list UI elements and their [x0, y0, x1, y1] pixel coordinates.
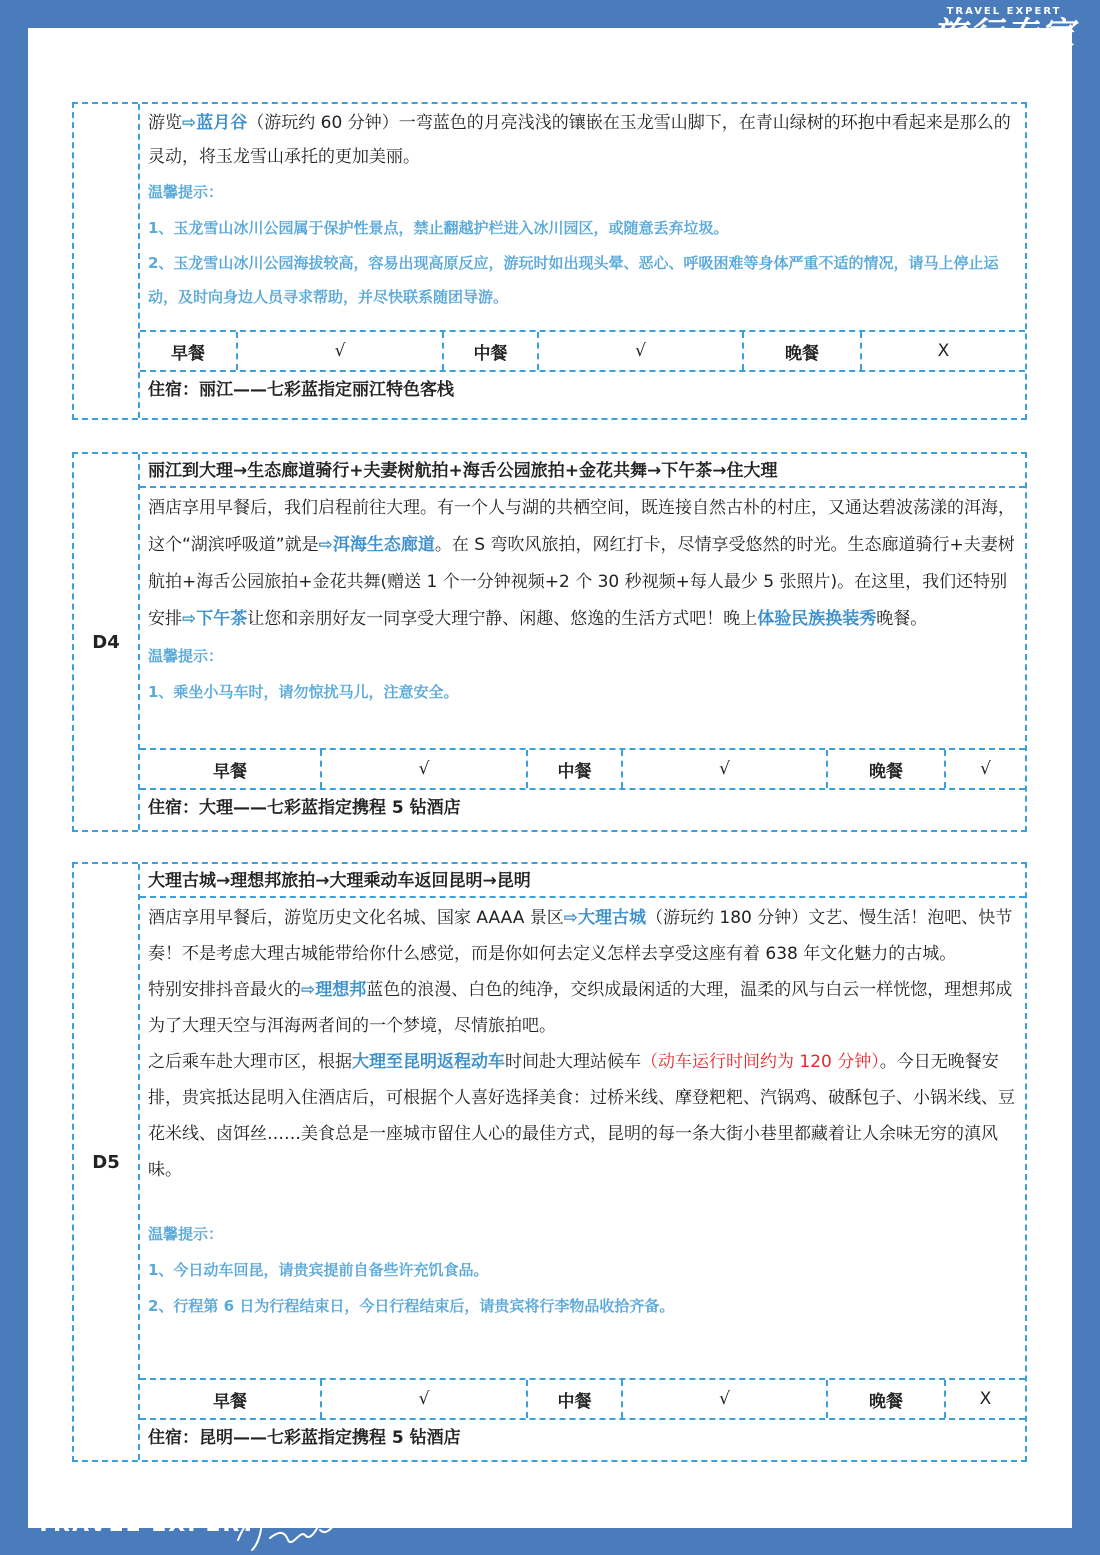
- meals-row: [140, 1380, 1025, 1420]
- lodging-row: 住宿：大理——七彩蓝指定携程 5 钻酒店: [148, 798, 461, 818]
- desc-text: 时间赴大理站候车: [505, 1052, 641, 1072]
- lunch-label: 中餐: [528, 750, 623, 788]
- lunch-label: 中餐: [444, 332, 539, 370]
- meals-row: [140, 332, 1025, 372]
- brand-logo-big: 旅行专家: [932, 15, 1076, 55]
- dinner-value: √: [980, 759, 991, 779]
- breakfast-value: √: [238, 332, 444, 370]
- travel-script-logo: [230, 1490, 340, 1555]
- lunch-value: √: [539, 332, 744, 370]
- day-label-d5: D5: [74, 864, 140, 1460]
- tip-item: 1、乘坐小马车时，请勿惊扰马儿，注意安全。: [148, 683, 459, 701]
- attraction-link: ⇨大理古城: [563, 908, 646, 928]
- dinner-value: X: [937, 341, 950, 361]
- day-block-d5: [72, 862, 1027, 1462]
- tip-title: 温馨提示：: [148, 647, 224, 665]
- tip-item: 1、今日动车回昆，请贵宾提前自备些许充饥食品。: [148, 1261, 489, 1279]
- lodging-row: 住宿：昆明——七彩蓝指定携程 5 钻酒店: [148, 1428, 461, 1448]
- desc-text: 让您和亲朋好友一同享受大理宁静、闲趣、悠逸的生活方式吧！晚上: [247, 609, 758, 629]
- lunch-value: √: [623, 750, 828, 788]
- attraction-link: 大理至昆明返程动车: [352, 1052, 505, 1072]
- tip-title: 温馨提示：: [148, 1225, 224, 1243]
- desc-text: 酒店享用早餐后，我们启程前往大理。有一个人与湖的共栖空间，既连接自然古朴的村庄，又通达碧波荡漾的洱海，这个“湖滨呼吸道”就是: [148, 498, 1015, 555]
- brand-logo-top: [924, 4, 1084, 74]
- brand-logo-small: TRAVEL EXPERT: [946, 6, 1062, 17]
- day-title: 大理古城→理想邦旅拍→大理乘动车返回昆明→昆明: [140, 864, 1025, 898]
- breakfast-value: √: [322, 1380, 528, 1418]
- day-title: 丽江到大理→生态廊道骑行+夫妻树航拍+海舌公园旅拍+金花共舞→下午茶→住大理: [140, 454, 1025, 488]
- tip-item: 1、玉龙雪山冰川公园属于保护性景点，禁止翻越护栏进入冰川园区，或随意丢弃垃圾。: [148, 219, 729, 237]
- day-content-d5: [140, 864, 1025, 1456]
- attraction-link: ⇨蓝月谷: [182, 113, 248, 133]
- desc-text: 之后乘车赴大理市区，根据: [148, 1052, 352, 1072]
- tip-item: 2、玉龙雪山冰川公园海拔较高，容易出现高原反应，游玩时如出现头晕、恶心、呼吸困难等身体严重不适的情况，请马上停止运动，及时向身边人员寻求帮助，并尽快联系随团导游。: [148, 254, 999, 306]
- desc-text: 晚餐。: [876, 609, 928, 629]
- desc-text: 游览: [148, 113, 182, 133]
- meals-row: [140, 750, 1025, 790]
- lodging-row: 住宿：丽江——七彩蓝指定丽江特色客栈: [148, 380, 454, 400]
- day-description: [140, 488, 1025, 750]
- attraction-link: ⇨下午茶: [182, 609, 248, 629]
- attraction-link: ⇨理想邦: [301, 980, 367, 1000]
- notice-text: （动车运行时间约为 120 分钟）: [641, 1052, 880, 1072]
- tip-title: 温馨提示：: [148, 183, 224, 201]
- dinner-label: 晚餐: [828, 1380, 946, 1418]
- tip-item: 2、行程第 6 日为行程结束日，今日行程结束后，请贵宾将行李物品收拾齐备。: [148, 1297, 675, 1315]
- dinner-value: X: [979, 1389, 992, 1409]
- brand-logo-bottom: TRAVEL EXPERT: [36, 1512, 258, 1537]
- lunch-value: √: [623, 1380, 828, 1418]
- breakfast-label: 早餐: [140, 332, 238, 370]
- day-label-d4: D4: [74, 454, 140, 830]
- day-description: [140, 898, 1025, 1380]
- day-content-d3: [140, 104, 1025, 408]
- attraction-link: 体验民族换装秀: [757, 609, 877, 629]
- desc-text: 。在 S 弯吹风旅拍，网红打卡，尽情享受悠然的时光。生态廊道骑行+夫妻树航拍+海舌公园旅拍+金花共舞(赠送 1 个一分钟视频+2 个 30 秒视频+每人最少 5 张照片)。在这里，我们还特别安排: [148, 535, 1015, 629]
- desc-text: 特别安排抖音最火的: [148, 980, 301, 1000]
- day-block-d3: [72, 102, 1027, 420]
- desc-text: （游玩约 180 分钟）文艺、慢生活！泡吧、快节奏！不是考虑大理古城能带给你什么感觉，而是你如何去定义怎样去享受这座有着 638 年文化魅力的古城。: [148, 908, 1013, 964]
- desc-text: 。今日无晚餐安排，贵宾抵达昆明入住酒店后，可根据个人喜好选择美食：过桥米线、摩登粑粑、汽锅鸡、破酥包子、小锅米线、豆花米线、卤饵丝……美食总是一座城市留住人心的最佳方式，昆明的每一条大街小巷里都藏着让人余味无穷的滇风味。: [148, 1052, 1015, 1180]
- breakfast-value: √: [322, 750, 528, 788]
- dinner-label: 晚餐: [828, 750, 946, 788]
- dinner-label: 晚餐: [744, 332, 862, 370]
- desc-text: 蓝色的浪漫、白色的纯净，交织成最闲适的大理，温柔的风与白云一样恍惚，理想邦成为了大理天空与洱海两者间的一个梦境，尽情旅拍吧。: [148, 980, 1013, 1036]
- day-content-d4: [140, 454, 1025, 826]
- breakfast-label: 早餐: [140, 750, 322, 788]
- lunch-label: 中餐: [528, 1380, 623, 1418]
- desc-text: 酒店享用早餐后，游览历史文化名城、国家 AAAA 景区: [148, 908, 564, 928]
- day-block-d4: [72, 452, 1027, 832]
- breakfast-label: 早餐: [140, 1380, 322, 1418]
- day-label-d3: [74, 104, 140, 418]
- desc-text: （游玩约 60 分钟）一弯蓝色的月亮浅浅的镶嵌在玉龙雪山脚下，在青山绿树的环抱中看起来是那么的灵动，将玉龙雪山承托的更加美丽。: [148, 113, 1011, 167]
- attraction-link: ⇨洱海生态廊道: [318, 535, 435, 555]
- day-description: [140, 104, 1025, 332]
